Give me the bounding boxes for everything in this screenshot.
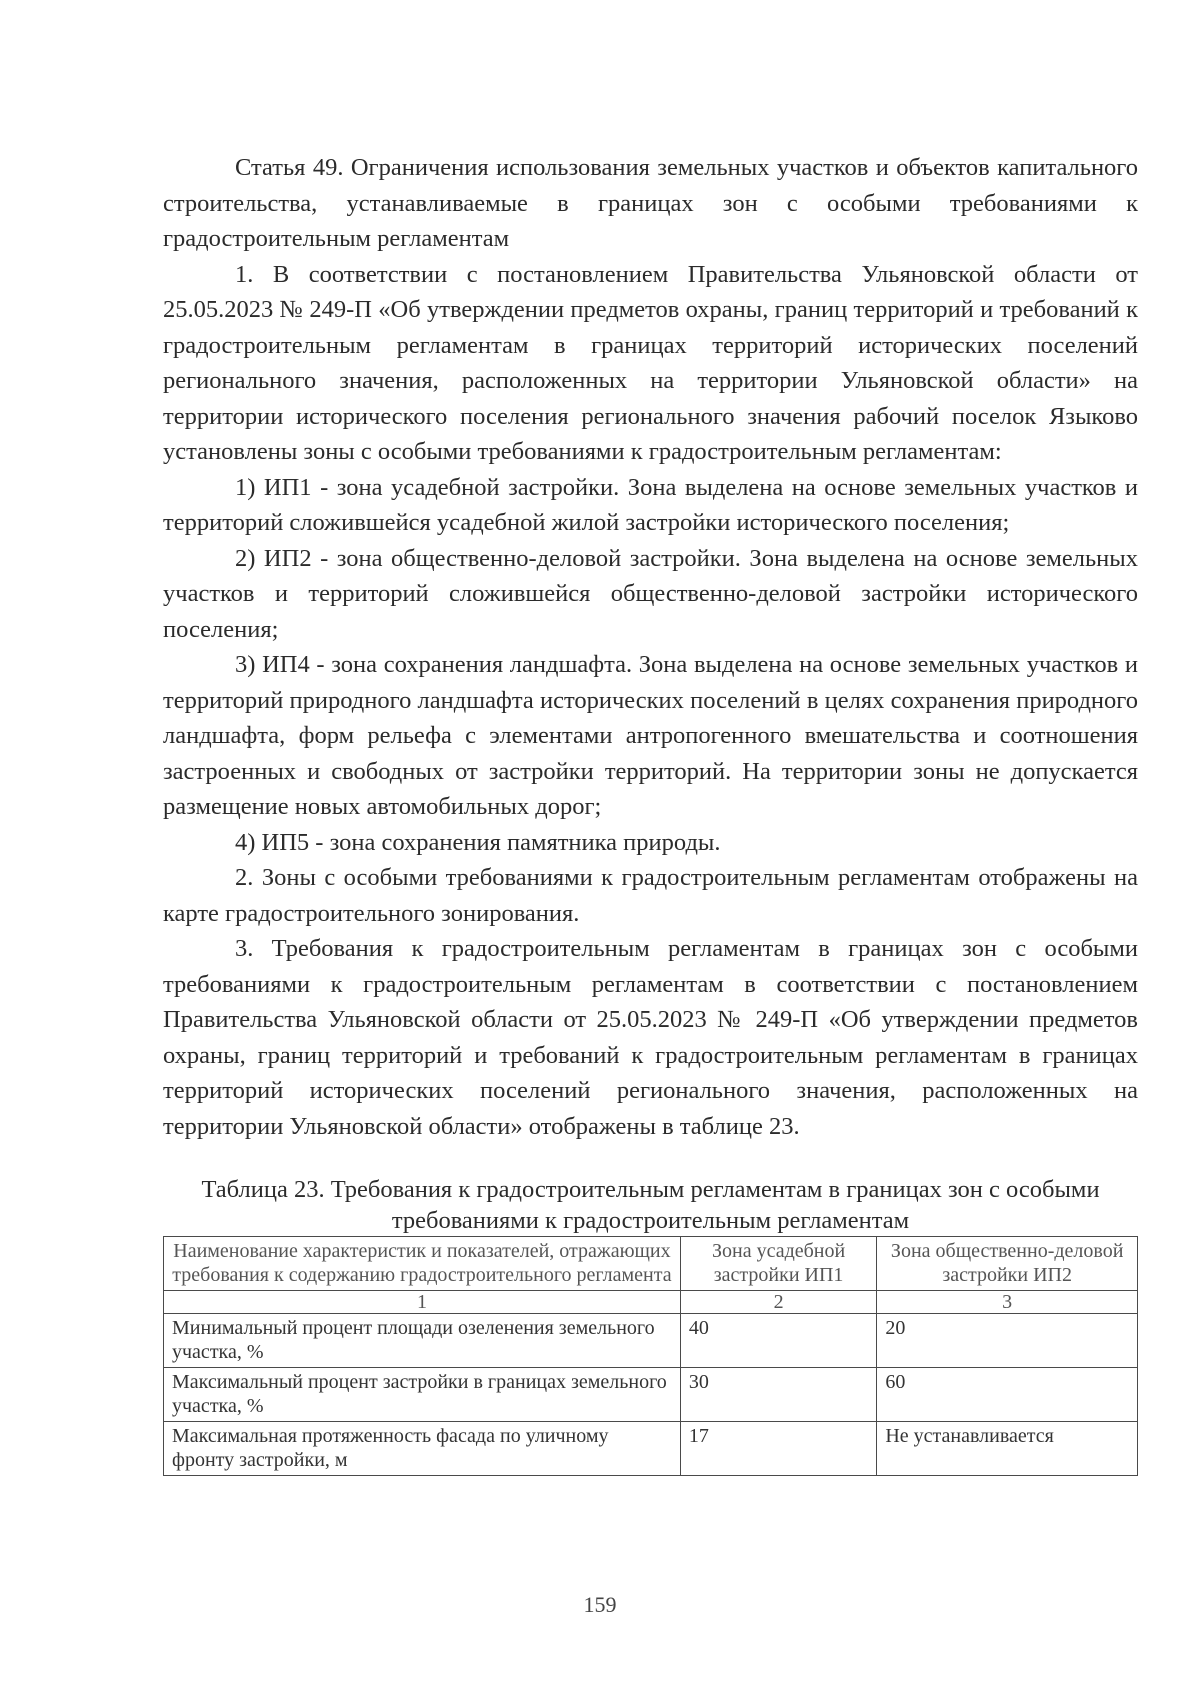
table-cell: Максимальная протяженность фасада по уличному фронту застройки, м [164,1422,681,1476]
table-cell: 30 [680,1368,876,1422]
list-item-ip5: 4) ИП5 - зона сохранения памятника природы. [235,828,721,856]
table-cell: 20 [877,1314,1138,1368]
list-item-ip4: 3) ИП4 - зона сохранения ландшафта. Зона выделена на основе земельных участков и территорий природного ландшафта исторических поселений в целях сохранения природного ландшафта, форм рельефа с элементами антропогенного вмешательства и соотношения застроенных и свободных от застройки территорий. На территории зоны не допускается размещение новых автомобильных дорог; [163,651,1138,820]
table-row [164,1368,1138,1422]
table-cell: 17 [680,1422,876,1476]
requirements-table [163,1236,1138,1476]
table-cell: 60 [877,1368,1138,1422]
table-cell: Не устанавливается [877,1422,1138,1476]
list-item-ip2: 2) ИП2 - зона общественно-деловой застройки. Зона выделена на основе земельных участков и территорий сложившейся общественно-деловой застройки исторического поселения; [163,544,1138,643]
column-number: 1 [164,1291,681,1314]
table-caption: Таблица 23. Требования к градостроительным регламентам в границах зон с особыми требованиями к градостроительным регламентам [201,1176,1100,1234]
column-number: 3 [877,1291,1138,1314]
table-row [164,1422,1138,1476]
column-number: 2 [680,1291,876,1314]
table-cell: Максимальный процент застройки в границах земельного участка, % [164,1368,681,1422]
document-page [163,150,1138,1476]
table-header-cell: Зона общественно-деловой застройки ИП2 [877,1237,1138,1291]
list-item-ip1: 1) ИП1 - зона усадебной застройки. Зона выделена на основе земельных участков и территорий сложившейся усадебной жилой застройки исторического поселения; [163,473,1138,536]
table-column-number-row [164,1291,1138,1314]
table-header-cell: Зона усадебной застройки ИП1 [680,1237,876,1291]
table-cell: 40 [680,1314,876,1368]
page-number: 159 [583,1592,617,1617]
article-heading: Статья 49. Ограничения использования земельных участков и объектов капитального строительства, устанавливаемые в границах зон с особыми требованиями к градостроительным регламентам [163,154,1138,252]
table-cell: Минимальный процент площади озеленения земельного участка, % [164,1314,681,1368]
table-row [164,1314,1138,1368]
table-header-row [164,1237,1138,1291]
table-header-cell: Наименование характеристик и показателей, отражающих требования к содержанию градостроительного регламента [164,1237,681,1291]
paragraph-2: 2. Зоны с особыми требованиями к градостроительным регламентам отображены на карте градостроительного зонирования. [163,864,1138,927]
paragraph-1: 1. В соответствии с постановлением Правительства Ульяновской области от 25.05.2023 № 249-П «Об утверждении предметов охраны, границ территорий и требований к градостроительным регламентам в границах территорий исторических поселений регионального значения, расположенных на территории Ульяновской области» на территории исторического поселения регионального значения рабочий поселок Языково установлены зоны с особыми требованиями к градостроительным регламентам: [163,260,1138,465]
paragraph-3: 3. Требования к градостроительным регламентам в границах зон с особыми требованиями к градостроительным регламентам в соответствии с постановлением Правительства Ульяновской области от 25.05.2023 № 249-П «Об утверждении предметов охраны, границ территорий и требований к градостроительным регламентам в границах территорий исторических поселений регионального значения, расположенных на территории Ульяновской области» отображены в таблице 23. [163,935,1138,1140]
